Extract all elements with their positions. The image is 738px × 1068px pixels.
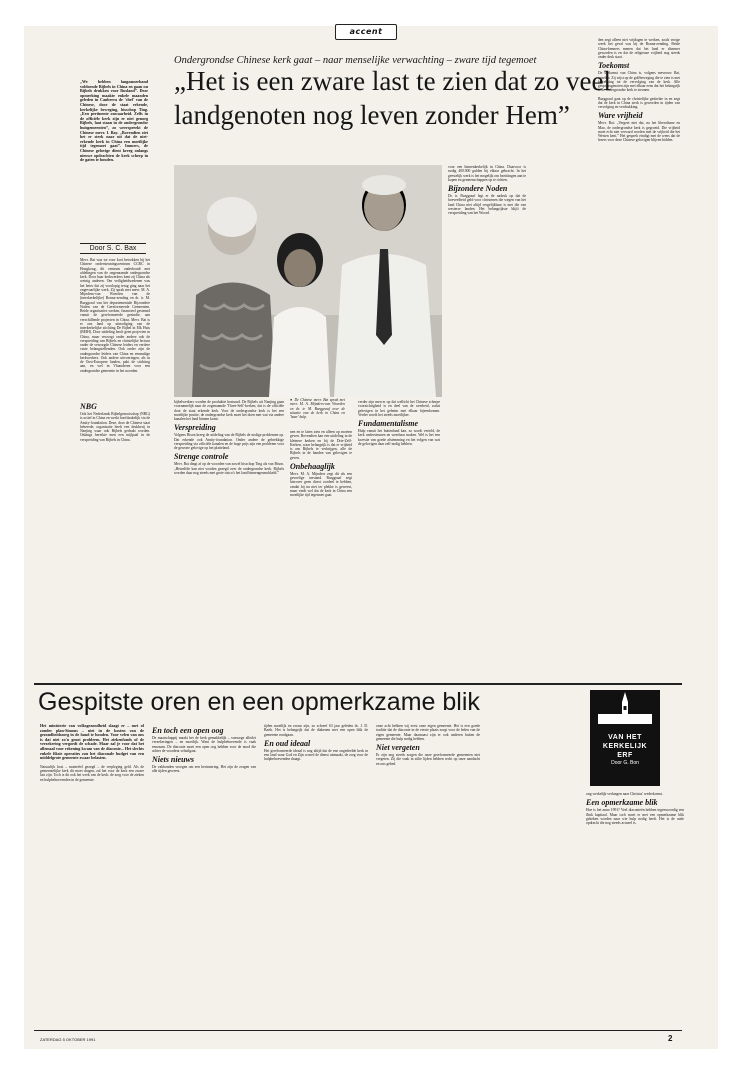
article-column-2 <box>174 400 284 680</box>
subheading-onbehaaglijk: Onbehaaglijk <box>290 461 335 471</box>
article-divider <box>34 683 682 685</box>
column-3-text: nen en te laten zien en alleen op moeten geven. Bovendien kan een uitdeling in de kleinere kerken en bij de Drie-Zelf-Kerken, waar belangrijk is dat er vrijheid is om Bijbels te verkrijgen, alle de Bijbels in de handen van gelovigen te geven. <box>290 430 352 460</box>
article2-column-5 <box>586 792 684 1024</box>
headline-line-2: landgenoten nog leven zonder Hem” <box>174 100 570 130</box>
verspreiding-text: Volgens Bison kreeg de uitdeling van de Bijbels de nodige problemen op. Dat erkende ook Amity-foundation. Onder andere de gebrekkige verspreiding via officiële kanalen en de hoge prijs zijn een probleem voor de gewone gelovige op het platteland. <box>174 433 284 450</box>
subheading-open-oog: En toch een open oog <box>152 726 224 735</box>
article2-column-4 <box>376 724 480 1024</box>
column-6-bottom-text: Burggraaf gaat op de christelijke gedachte in en zegt dat de kerk in China sterk is geworden in tijden van vervolging en verdrukking. <box>598 96 680 109</box>
article-kicker: Ondergrondse Chinese kerk gaat – naar menselijke verwachting – zware tijd tegemoet <box>174 55 537 66</box>
article-column-4 <box>358 400 440 680</box>
subheading-fundamentalisme: Fundamentalisme <box>358 419 419 428</box>
ware-vrijheid-text: Mevr. Bai: „Vergeet niet dat, na het liberalisme en Mao, de ondergrondse kerk is gegroeid. Die vrijheid moet echt niet verward worden met de vrijheid die het Westen kent.” Het gesprek eindigt met de wens dat de lezers voor deze Chinese gelovigen blijven bidden. <box>598 121 680 143</box>
subheading-toekomst: Toekomst <box>598 61 630 71</box>
logo-line-1: VAN HET <box>608 734 642 741</box>
subheading-bijzondere-noden: Bijzondere Noden <box>448 184 508 193</box>
logo-line-2: KERKELIJK <box>602 743 648 750</box>
nbg-text: Ook het Nederlands Bijbelgenootschap (NBG) is actief in China en werkt hoofdzakelijk via de Amity-foundation. Deze, door de Chinese staat beheerde, organisatie heeft een drukkerij in Nanjing waar ook Bijbels gedrukt worden. Onlangs bereikte men een mijlpaal in de verspreiding van Bijbels in China. <box>80 412 150 442</box>
toekomst-text: De toekomst van China is, volgens mevrouw Bai, onzeker. Zij wijst op de golfbeweging die te zien is met betrekking tot de vervolging van de kerk. Alle gespreksgenoten zijn met elkaar eens dat het belangrijk is de ondergrondse kerk te steunen. <box>598 71 680 93</box>
column-6-text: den zegt alleen niet vrijdagen te werken, zoals vorige week het geval was bij de Bonna-zending. Beide China-kenners menen dat het land er slimmer geworden is en dat de religieuze vrijheid nog steeds onder druk staat. <box>598 38 680 59</box>
byline: Door S. C. Bax <box>80 243 146 254</box>
footer-date: ZATERDAG 5 OKTOBER 1991 <box>40 1037 96 1042</box>
article-column-6 <box>598 38 680 678</box>
strenge-controle-text: Mevr. Bai dingt af op de woorden van zowel bisschop Ting als van Bison. „Hetzelfde kan niet worden gezegd over de ondergrondse kerk. Bijbels worden daar nog steeds met grote risico's het land binnengesmokkeld.” <box>174 462 284 475</box>
headline-line-1: „Het is een zware last te zien dat zo veel <box>174 66 612 96</box>
subheading-niets-nieuws: Niets nieuws <box>152 755 195 764</box>
masthead-logo: accent <box>335 24 397 40</box>
photo-three-people <box>174 165 442 397</box>
article-column-5 <box>448 165 526 680</box>
subheading-nbg: NBG <box>80 402 97 411</box>
footer-rule <box>34 1030 682 1031</box>
article2-column-5-text: ong werkelijk verlangen naar Christus' wederkomst. <box>586 792 663 796</box>
column-4-text: verder zijn men er op dat wellicht het Chinese scherpe voorzichtigheid is en deel van de overheid, zodat gelovigen in het geheim met elkaar bijeenkomen. Verder wordt het steeds moeilijker. <box>358 400 440 417</box>
subheading-strenge-controle: Strenge controle <box>174 452 229 462</box>
niets-nieuws-text: De vakbonden vroegen om een herinnering. Het zijn de zorgen van alle tijden geweest. <box>152 765 256 774</box>
article2-column-3 <box>264 724 368 1024</box>
subheading-oud-ideaal: En oud ideaal <box>264 738 311 748</box>
article2-column-1 <box>40 724 144 1024</box>
subheading-niet-vergeten: Niet vergeten <box>376 743 420 752</box>
article-intro: „We hebben langzamerhand voldoende Bijbels in China en gaan nu Bijbels drukken voor Rusland”. Deze opmerking maakte enkele maanden geleden in Canberra de 'chef' van de Chinese, door de staat erkende, kerkelijke beweging, bisschop Ting. „Een pertinente onwaarheid. Zelfs in de officiële kerk zijn er niet genoeg Bijbels, laat staan in de ondergrondse huisgemeenten”, zo weerspreekt de Chinese mevr. I. Bay. „Bovendien ziet het er sterk naar uit dat de niet-erkende kerk in China een moeilijke tijd tegemoet gaat”. Immers, de Chinese gelovige dient kreeg onlangs nieuwe opdrachten de kerk scherp in de gaten te houden. <box>80 80 148 163</box>
subheading-opmerkzame-blik: Een opmerkzame blik <box>586 798 658 808</box>
column-5-text: voor een binnenkerkelijk in China. Daarvoor is nodig 400.000 gulden bij elkaar gebracht. In het geestelijk werk is het mogelijk om bezittingen aan te kopen en gemeenschappen op te richten. <box>448 165 526 182</box>
article-photo <box>174 165 442 397</box>
article2-intro: Het ministerie van volksgezondheid slaagt er – met of zonder plan-Simons – niet in de kosten van de gezondheidszorg in de hand te houden. Voor velen van ons is dat niet zo'n groot probleem. Het ziekenfonds of de verzekering vergoedt de schade. Maar zal je voor dat het allemaal voor rekening kwam van de diaconie... Het slechts enkele fiksie operaties zou het diaconale budget van een middelgrote gemeente zwaar belasten. <box>40 724 144 761</box>
article2-column-2 <box>152 724 256 1024</box>
article-column-3 <box>290 430 352 680</box>
oud-ideaal-text: Het gereformeerde ideaal is nog altijd dat de ene ongedeelde kerk in een land waar God en Zijn woord de dienst uitmaakt, de zorg voor de hulpbehoevenden draagt. <box>264 748 368 762</box>
logo-author: Door G. Bon <box>611 760 639 766</box>
open-oog-text: De maatschappij maakt het de kerk gemakkelijk – vanwege allerlei verzekeringen – en moeilijk. Want de hulpbehoevende is vaak eenzaam. De diaconie moet een open oog hebben voor de nood die achter de voordeur schuilgaat. <box>152 736 256 753</box>
subheading-verspreiding: Verspreiding <box>174 423 216 433</box>
nbg-section <box>80 400 150 550</box>
fundamentalisme-text: Hulp vanuit het buitenland kan, zo wordt verteld, de kerk ondersteunen en weerbaar maken. Wel is het een kwestie van goede afstemming en het volgen van wat de gelovigen daar zelf nodig hebben. <box>358 429 440 446</box>
church-tower-icon <box>590 690 660 728</box>
column-2-text: bijbelwerkers worden de produktie bestuurd. De Bijbels uit Nanjing gaan voornamelijk naar de zogenaamde 'Three-Self'-kerken, dat is de officiële door de staat erkende kerk. Voor de ondergrondse kerk is het een moeilijke positie, de ondergrondse kerk moet het doen met wat via andere kanalen het land binnen komt. <box>174 400 284 421</box>
subheading-ware-vrijheid: Ware vrijheid <box>598 111 643 121</box>
article2-column-3-text: tijden moeilijk en zwaar zijn, zo schreef 63 jaar geleden ds. J. D. Barth. Het is belangrijk dat de diakenen met een open blik de gemeente rondgaan. <box>264 724 368 737</box>
onbehaaglijk-text: Mevr. M. A. Mijnders zegt dit als een gevoelige toestand. Burggraaf zegt hierover geen direct oordeel te hebben, omdat hij nu niet ter plekke is geweest, maar vindt wel dat de kerk in China een moeilijke tijd tegemoet gaat. <box>290 471 352 497</box>
article2-headline: Gespitste oren en een opmerkzame blik <box>38 688 480 716</box>
article2-body-1: Natuurlijk kost – materiëel gezegd – de verpleging geld. Als de gemeentelijke kerk dit moet dragen, zal het voor de kerk een zware last zijn. Toch is dit ook het werk van de kerk: de zorg voor de zieken en hulpbehoevenden in de gemeente. <box>40 764 144 782</box>
van-het-kerkelijk-erf-logo <box>590 690 660 786</box>
niet-vergeten-text: Er zijn nog steeds zorgen die onze gereformeerde gemeenten niet vergeten. Zij die vaak in stilte lijden hebben recht op onze aandacht en ons gebed. <box>376 753 480 766</box>
logo-line-3: ERF <box>617 752 633 759</box>
photo-caption: ● De Chinese mevr. Bai sprak met mevr. M. A. Mijnders-van Woerden en dr. ir. M. Burggraaf over de situatie van de kerk in China en 'haar' hulp. <box>290 398 345 419</box>
page-number: 2 <box>668 1034 673 1043</box>
opmerkzame-blik-text: Hoe is het anno 1991? Veel diaconieën hebben tegenwoordig een flink kapitaal. Maar toch moet er met een opmerkzame blik gekeken worden naar wie hulp nodig heeft. Het is de oude opdracht die nog steeds actueel is. <box>586 808 684 825</box>
article2-column-4-text: onze acht hebben wij eerst onze eigen gemeente. Het is een goede traditie dat de diaconie in de eerste plaats zorgt voor de leden van de eigen gemeente. Maar daarnaast zijn er ook anderen buiten de gemeente die hulp nodig hebben. <box>376 724 480 741</box>
article-body-left: Mevr. Bai was tot voor kort betrokken bij het Chinese ondersteuningscentrum CCRC in Hongkong, dit centrum onderhoudt met afdelingen van de ongenaamde ondergrondse kerk. Door haar kerkwerkers kent zij China als weinig anderen. Om veiligheidsredenen was het beter dat zij voorlopig terug ging naar het ongevaarlijke werk. Zij sprak met mevr. M. A. Mijndens-van Woerden van de (interkerkelijke) Bonna-zending en dr. ir. M. Burggraaf van het departementale Bijzondere Noden van de Gereformeerde Gemeenten. Beide organisaties werken, financieel gesteund vanuit de gereformeerde gezindte, aan verschillende projecten in China. Mevr. Bai is er ons land op uitnodiging van de interkerkelijke stichting De Bijbel in Elk Huis (BEIH). Door uitdeling beoft geen projecten in China, maar verzorgt onder andere ook de verspreiding van Bijbels en christelijke lectuur onder de verzorgde Chinese leiders en verdere vaste belangstellenden. Ook onder zijn de ondergrondse leiders van China en eenmalige kerkwerkers. Ook andere uitvoeringen, als in de Oost-Europese landen, pakt de stichting aan, en wel in Vlaanderen voor een ondergrondse gemeente in het noorden. <box>80 258 150 373</box>
bijzondere-noden-text: Dr. ir. Burggraaf legt er de nadruk op dat de hoeveelheid geld voor christenen die wegen van het land China niet altijd vergelijkbaar is met die van westerse landen. Het belangrijkste blijft de verspreiding van het Woord. <box>448 194 526 215</box>
